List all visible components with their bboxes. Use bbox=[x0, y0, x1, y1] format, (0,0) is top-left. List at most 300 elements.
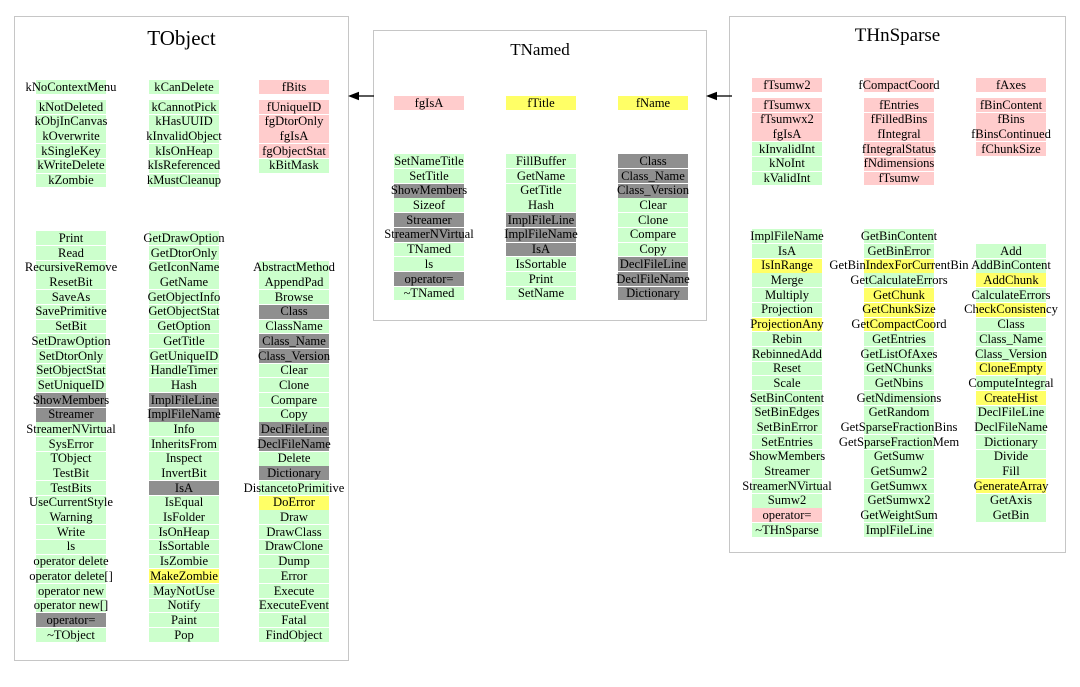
member-label: kSingleKey bbox=[41, 143, 101, 158]
method-label: Multiply bbox=[764, 287, 810, 302]
method-item[interactable] bbox=[219, 466, 369, 481]
method-label: GetUniqueID bbox=[149, 348, 219, 363]
method-label: GetObjectInfo bbox=[147, 289, 221, 304]
method-label: Print bbox=[58, 231, 84, 245]
method-item[interactable] bbox=[936, 508, 1080, 523]
member-item[interactable] bbox=[936, 78, 1080, 93]
method-label: GetSumw2 bbox=[870, 464, 928, 478]
member-label: kMustCleanup bbox=[146, 173, 222, 188]
method-label: DeclFileLine bbox=[977, 405, 1045, 420]
method-item[interactable] bbox=[219, 334, 369, 349]
method-item[interactable] bbox=[578, 198, 728, 213]
method-item[interactable] bbox=[936, 332, 1080, 347]
method-label: AddChunk bbox=[983, 273, 1039, 288]
method-item[interactable] bbox=[219, 260, 369, 275]
method-label: Reset bbox=[773, 361, 801, 376]
method-label: GetWeightSum bbox=[860, 508, 938, 523]
method-label: DeclFileName bbox=[257, 436, 331, 451]
method-label: TNamed bbox=[406, 242, 452, 257]
method-item[interactable] bbox=[219, 569, 369, 584]
method-label: Fatal bbox=[281, 612, 307, 627]
method-label: ls bbox=[424, 256, 434, 271]
member-item[interactable] bbox=[824, 156, 974, 171]
method-label: Class_Name bbox=[979, 331, 1043, 346]
member-label: kWriteDelete bbox=[37, 158, 105, 173]
method-label: Streamer bbox=[764, 464, 810, 478]
method-label: GetChunkSize bbox=[862, 302, 936, 317]
member-label: fName bbox=[635, 96, 671, 110]
method-label: SysError bbox=[48, 436, 94, 451]
method-item[interactable] bbox=[824, 435, 974, 450]
method-label: Clear bbox=[639, 198, 667, 213]
method-label: IsOnHeap bbox=[158, 524, 210, 539]
method-label: IsA bbox=[174, 480, 194, 495]
method-label: Dictionary bbox=[984, 434, 1038, 449]
member-label: kNoContextMenu bbox=[25, 80, 117, 94]
method-label: ProjectionAny bbox=[750, 317, 824, 332]
method-label: IsInRange bbox=[761, 258, 813, 273]
method-label: TestBit bbox=[52, 466, 90, 480]
method-label: AddBinContent bbox=[971, 258, 1051, 273]
method-item[interactable] bbox=[219, 304, 369, 319]
method-label: GetListOfAxes bbox=[860, 346, 938, 361]
method-label: ResetBit bbox=[49, 275, 93, 290]
method-item[interactable] bbox=[578, 183, 728, 198]
method-item[interactable] bbox=[219, 319, 369, 334]
class-title-tnamed: TNamed bbox=[510, 40, 570, 59]
method-label: Class_Version bbox=[616, 183, 690, 198]
method-label: Print bbox=[528, 271, 554, 286]
method-item[interactable] bbox=[109, 231, 259, 246]
class-box-tnamed bbox=[373, 30, 707, 321]
method-item[interactable] bbox=[219, 598, 369, 613]
method-item[interactable] bbox=[219, 437, 369, 452]
method-label: SetUniqueID bbox=[37, 377, 105, 392]
method-label: GetBinIndexForCurrentBin bbox=[829, 258, 969, 273]
method-label: GetEntries bbox=[872, 331, 926, 346]
method-label: ~THnSparse bbox=[755, 522, 819, 537]
method-label: SetBit bbox=[55, 319, 87, 334]
method-label: DeclFileLine bbox=[619, 256, 687, 271]
method-label: Copy bbox=[280, 407, 308, 422]
method-item[interactable] bbox=[109, 246, 259, 261]
method-label: DrawClone bbox=[264, 539, 324, 554]
method-label: Notify bbox=[167, 598, 201, 613]
method-label: SetBinError bbox=[756, 419, 818, 434]
member-label: kInvalidInt bbox=[759, 141, 815, 156]
method-label: GenerateArray bbox=[973, 478, 1049, 493]
method-label: Clone bbox=[278, 377, 310, 392]
method-item[interactable] bbox=[219, 481, 369, 496]
method-item[interactable] bbox=[936, 361, 1080, 376]
method-label: StreamerNVirtual bbox=[384, 227, 474, 242]
method-item[interactable] bbox=[936, 420, 1080, 435]
member-item[interactable] bbox=[936, 127, 1080, 142]
method-label: IsEqual bbox=[164, 495, 204, 510]
method-label: Dictionary bbox=[626, 286, 680, 301]
method-label: IsSortable bbox=[158, 539, 210, 554]
method-label: DrawClass bbox=[266, 524, 322, 539]
member-label: fgIsA bbox=[279, 129, 309, 144]
class-title-thnsparse: THnSparse bbox=[854, 25, 941, 46]
method-item[interactable] bbox=[936, 347, 1080, 362]
member-label: fgDtorOnly bbox=[264, 114, 324, 129]
method-label: operator new bbox=[37, 583, 105, 598]
method-label: IsZombie bbox=[159, 554, 209, 569]
method-item[interactable] bbox=[219, 584, 369, 599]
class-box-tobject bbox=[14, 16, 349, 661]
method-item[interactable] bbox=[936, 391, 1080, 406]
method-label: Class bbox=[280, 304, 308, 319]
member-label: kHasUUID bbox=[155, 114, 213, 129]
member-item[interactable] bbox=[936, 112, 1080, 127]
method-label: operator= bbox=[404, 271, 454, 286]
method-label: TestBits bbox=[50, 480, 92, 495]
member-label: fNdimensions bbox=[863, 156, 935, 171]
method-item[interactable] bbox=[219, 363, 369, 378]
method-item[interactable] bbox=[219, 451, 369, 466]
member-label: kZombie bbox=[48, 173, 94, 188]
method-label: operator delete[] bbox=[29, 568, 113, 583]
method-item[interactable] bbox=[936, 244, 1080, 259]
method-label: TObject bbox=[50, 451, 92, 466]
member-label: fIntegral bbox=[877, 127, 921, 142]
method-label: RebinnedAdd bbox=[752, 346, 822, 361]
member-label: fgIsA bbox=[414, 96, 444, 110]
method-label: GetSumw bbox=[873, 449, 925, 464]
method-label: DistancetoPrimitive bbox=[243, 480, 345, 495]
method-item[interactable] bbox=[219, 407, 369, 422]
method-label: Merge bbox=[770, 273, 804, 288]
method-item[interactable] bbox=[219, 378, 369, 393]
method-item[interactable] bbox=[936, 288, 1080, 303]
member-label: fBinContent bbox=[979, 97, 1043, 112]
method-label: HandleTimer bbox=[150, 363, 218, 378]
method-item[interactable] bbox=[219, 393, 369, 408]
member-item[interactable] bbox=[219, 129, 369, 144]
method-label: Copy bbox=[639, 242, 667, 257]
method-label: FillBuffer bbox=[515, 154, 567, 168]
method-label: IsA bbox=[777, 243, 797, 258]
member-label: kBitMask bbox=[269, 158, 319, 173]
method-label: Draw bbox=[280, 510, 308, 525]
method-item[interactable] bbox=[219, 554, 369, 569]
class-title-tobject: TObject bbox=[147, 26, 216, 50]
method-label: SetNameTitle bbox=[394, 154, 464, 168]
method-item[interactable] bbox=[824, 420, 974, 435]
method-item[interactable] bbox=[936, 317, 1080, 332]
method-label: DeclFileName bbox=[616, 271, 690, 286]
method-label: Class_Name bbox=[262, 333, 326, 348]
inheritance-arrow-thnsparse-to-tnamed bbox=[706, 90, 732, 102]
member-label: fEntries bbox=[879, 97, 919, 112]
member-label: fBits bbox=[281, 80, 307, 94]
members-column bbox=[936, 78, 1080, 156]
method-label: Sizeof bbox=[412, 198, 446, 213]
method-item[interactable] bbox=[578, 242, 728, 257]
method-label: GetChunk bbox=[873, 287, 925, 302]
method-label: GetObjectStat bbox=[148, 304, 220, 319]
method-label: MakeZombie bbox=[150, 568, 218, 583]
method-label: Dump bbox=[278, 554, 310, 569]
method-label: ShowMembers bbox=[32, 392, 110, 407]
method-label: GetNdimensions bbox=[856, 390, 942, 405]
method-label: GetAxis bbox=[990, 493, 1032, 508]
member-label: kIsReferenced bbox=[147, 158, 221, 173]
methods-column bbox=[936, 244, 1080, 523]
method-label: SetEntries bbox=[761, 434, 813, 449]
member-label: fgIsA bbox=[772, 127, 802, 142]
method-item[interactable] bbox=[936, 493, 1080, 508]
method-label: Hash bbox=[171, 377, 197, 392]
method-label: SetDrawOption bbox=[31, 333, 111, 348]
method-item[interactable] bbox=[578, 257, 728, 272]
method-label: ExecuteEvent bbox=[259, 598, 329, 613]
method-item[interactable] bbox=[219, 628, 369, 643]
member-label: fIntegralStatus bbox=[861, 141, 937, 156]
method-item[interactable] bbox=[936, 273, 1080, 288]
method-label: Compare bbox=[629, 227, 677, 242]
method-item[interactable] bbox=[936, 405, 1080, 420]
method-label: ~TNamed bbox=[403, 286, 455, 301]
member-item[interactable] bbox=[219, 114, 369, 129]
member-item[interactable] bbox=[936, 142, 1080, 157]
member-label: fBins bbox=[997, 112, 1025, 127]
method-label: DeclFileName bbox=[974, 419, 1048, 434]
member-label: fUniqueID bbox=[266, 99, 322, 114]
methods-column bbox=[578, 154, 728, 301]
method-item[interactable] bbox=[219, 422, 369, 437]
class-box-thnsparse bbox=[729, 16, 1066, 553]
method-label: StreamerNVirtual bbox=[26, 421, 116, 436]
method-label: GetCalculateErrors bbox=[850, 273, 948, 288]
method-label: ImplFileLine bbox=[865, 522, 933, 537]
method-label: ImplFileName bbox=[504, 227, 578, 242]
method-label: Streamer bbox=[48, 407, 94, 422]
method-item[interactable] bbox=[219, 510, 369, 525]
method-label: GetNChunks bbox=[866, 361, 932, 376]
member-label: kNotDeleted bbox=[38, 99, 104, 114]
member-label: fCompactCoord bbox=[858, 78, 940, 92]
method-label: CalculateErrors bbox=[971, 287, 1051, 302]
method-item[interactable] bbox=[936, 464, 1080, 479]
method-label: GetSparseFractionBins bbox=[840, 419, 958, 434]
method-label: SetObjectStat bbox=[36, 363, 106, 378]
method-label: SaveAs bbox=[51, 289, 91, 304]
method-label: Info bbox=[173, 421, 195, 436]
method-label: GetBinContent bbox=[860, 229, 938, 243]
method-item[interactable] bbox=[824, 229, 974, 244]
method-label: GetDtorOnly bbox=[150, 245, 218, 260]
member-label: kIsOnHeap bbox=[155, 143, 213, 158]
member-label: fAxes bbox=[995, 78, 1027, 92]
member-item[interactable] bbox=[936, 98, 1080, 113]
member-label: kInvalidObject bbox=[146, 129, 222, 144]
member-label: fBinsContinued bbox=[971, 127, 1051, 142]
method-item[interactable] bbox=[936, 479, 1080, 494]
method-label: DeclFileLine bbox=[260, 421, 328, 436]
method-label: GetTitle bbox=[163, 333, 205, 348]
method-item[interactable] bbox=[578, 227, 728, 242]
member-label: kCanDelete bbox=[154, 80, 214, 94]
method-label: Dictionary bbox=[267, 466, 321, 481]
method-label: Inspect bbox=[165, 451, 203, 466]
method-label: GetRandom bbox=[868, 405, 930, 420]
method-label: RecursiveRemove bbox=[24, 260, 118, 275]
method-label: Class_Version bbox=[974, 346, 1048, 361]
method-label: GetDrawOption bbox=[143, 231, 225, 245]
method-label: GetSumwx bbox=[870, 478, 928, 493]
method-label: AbstractMethod bbox=[253, 260, 335, 275]
method-label: SetTitle bbox=[409, 168, 449, 183]
method-label: Read bbox=[58, 245, 84, 260]
method-item[interactable] bbox=[578, 213, 728, 228]
method-label: FindObject bbox=[265, 627, 323, 642]
method-item[interactable] bbox=[936, 449, 1080, 464]
method-item[interactable] bbox=[578, 286, 728, 301]
member-label: kObjInCanvas bbox=[34, 114, 108, 129]
method-label: SetName bbox=[517, 286, 565, 301]
method-label: GetBinError bbox=[867, 243, 931, 258]
member-label: fTitle bbox=[527, 96, 555, 110]
method-label: UseCurrentStyle bbox=[29, 495, 113, 510]
methods-column bbox=[219, 260, 369, 642]
method-label: CreateHist bbox=[984, 390, 1038, 405]
method-label: SetDtorOnly bbox=[38, 348, 104, 363]
method-label: Class_Version bbox=[257, 348, 331, 363]
method-label: Add bbox=[1000, 243, 1022, 258]
method-label: Class bbox=[639, 154, 667, 168]
method-label: GetSumwx2 bbox=[867, 493, 931, 508]
method-item[interactable] bbox=[578, 169, 728, 184]
method-label: ImplFileLine bbox=[507, 212, 575, 227]
method-label: ImplFileName bbox=[750, 229, 824, 243]
method-label: InheritsFrom bbox=[151, 436, 217, 451]
method-item[interactable] bbox=[219, 290, 369, 305]
method-label: Rebin bbox=[771, 331, 803, 346]
method-label: Divide bbox=[993, 449, 1029, 464]
method-label: DoError bbox=[273, 495, 315, 510]
method-label: ClassName bbox=[265, 319, 323, 334]
method-label: GetName bbox=[159, 275, 209, 290]
member-label: fTsumwx2 bbox=[760, 112, 814, 127]
method-label: Delete bbox=[277, 451, 311, 466]
method-label: Hash bbox=[528, 198, 554, 213]
method-label: operator= bbox=[46, 612, 96, 627]
method-label: ImplFileLine bbox=[150, 392, 218, 407]
method-label: Class bbox=[997, 317, 1025, 332]
member-item[interactable] bbox=[824, 171, 974, 186]
member-label: fgObjectStat bbox=[262, 143, 326, 158]
method-item[interactable] bbox=[578, 154, 728, 169]
method-label: GetSparseFractionMem bbox=[838, 434, 960, 449]
method-label: GetIconName bbox=[148, 260, 220, 275]
method-label: Paint bbox=[171, 612, 197, 627]
method-label: StreamerNVirtual bbox=[742, 478, 832, 493]
method-label: GetTitle bbox=[520, 183, 562, 198]
method-label: MayNotUse bbox=[153, 583, 215, 598]
method-label: Warning bbox=[49, 510, 93, 525]
method-label: ShowMembers bbox=[390, 183, 468, 198]
method-label: ComputeIntegral bbox=[968, 375, 1054, 390]
member-label: fTsumw bbox=[878, 171, 920, 186]
method-label: GetCompactCoord bbox=[851, 317, 947, 332]
method-label: IsA bbox=[531, 242, 551, 257]
member-item[interactable] bbox=[219, 100, 369, 115]
method-label: ShowMembers bbox=[748, 449, 826, 464]
method-label: GetName bbox=[516, 168, 566, 183]
method-label: Error bbox=[280, 568, 308, 583]
method-label: SetBinContent bbox=[749, 390, 825, 405]
method-label: Class_Name bbox=[621, 168, 685, 183]
method-label: CheckConsistency bbox=[964, 302, 1058, 317]
method-item[interactable] bbox=[824, 523, 974, 538]
method-label: Compare bbox=[270, 392, 318, 407]
method-label: Execute bbox=[273, 583, 315, 598]
method-label: GetBin bbox=[992, 508, 1030, 523]
method-label: GetNbins bbox=[874, 375, 924, 390]
member-label: fTsumwx bbox=[763, 97, 811, 112]
method-label: Browse bbox=[274, 289, 314, 304]
method-label: InvertBit bbox=[161, 466, 207, 480]
method-label: ImplFileName bbox=[147, 407, 221, 422]
method-item[interactable] bbox=[936, 376, 1080, 391]
method-label: SavePrimitive bbox=[35, 304, 107, 319]
method-item[interactable] bbox=[219, 539, 369, 554]
member-item[interactable] bbox=[219, 80, 369, 95]
method-item[interactable] bbox=[219, 495, 369, 510]
member-item[interactable] bbox=[219, 144, 369, 159]
method-label: Clone bbox=[637, 212, 669, 227]
method-item[interactable] bbox=[219, 275, 369, 290]
method-item[interactable] bbox=[219, 525, 369, 540]
method-label: ls bbox=[66, 539, 76, 554]
method-label: operator new[] bbox=[33, 598, 109, 613]
method-item[interactable] bbox=[936, 302, 1080, 317]
member-item[interactable] bbox=[109, 173, 259, 188]
method-label: Fill bbox=[1002, 464, 1020, 478]
member-label: fFilledBins bbox=[870, 112, 928, 127]
method-item[interactable] bbox=[578, 272, 728, 287]
method-label: AppendPad bbox=[264, 275, 324, 290]
method-item[interactable] bbox=[824, 258, 974, 273]
inheritance-arrow-tnamed-to-tobject bbox=[348, 90, 374, 102]
method-item[interactable] bbox=[219, 349, 369, 364]
method-label: CloneEmpty bbox=[979, 361, 1043, 376]
member-item[interactable] bbox=[219, 158, 369, 173]
member-label: kOverwrite bbox=[42, 129, 100, 144]
method-label: Clear bbox=[280, 363, 308, 378]
members-column bbox=[219, 80, 369, 173]
method-label: Pop bbox=[174, 627, 194, 642]
member-label: fTsumw2 bbox=[763, 78, 811, 92]
method-label: Projection bbox=[761, 302, 813, 317]
method-label: Sumw2 bbox=[767, 493, 807, 508]
method-label: Write bbox=[56, 524, 86, 539]
method-label: operator= bbox=[762, 508, 812, 523]
method-label: operator delete bbox=[33, 554, 109, 569]
method-item[interactable] bbox=[219, 613, 369, 628]
method-label: Scale bbox=[773, 375, 801, 390]
method-label: Streamer bbox=[406, 212, 452, 227]
member-label: kValidInt bbox=[763, 171, 811, 186]
method-label: ~TObject bbox=[47, 627, 95, 642]
method-label: IsFolder bbox=[163, 510, 205, 525]
member-label: kNoInt bbox=[769, 156, 805, 171]
method-label: IsSortable bbox=[515, 256, 567, 271]
member-label: kCannotPick bbox=[151, 99, 217, 114]
member-label: fChunkSize bbox=[981, 141, 1041, 156]
